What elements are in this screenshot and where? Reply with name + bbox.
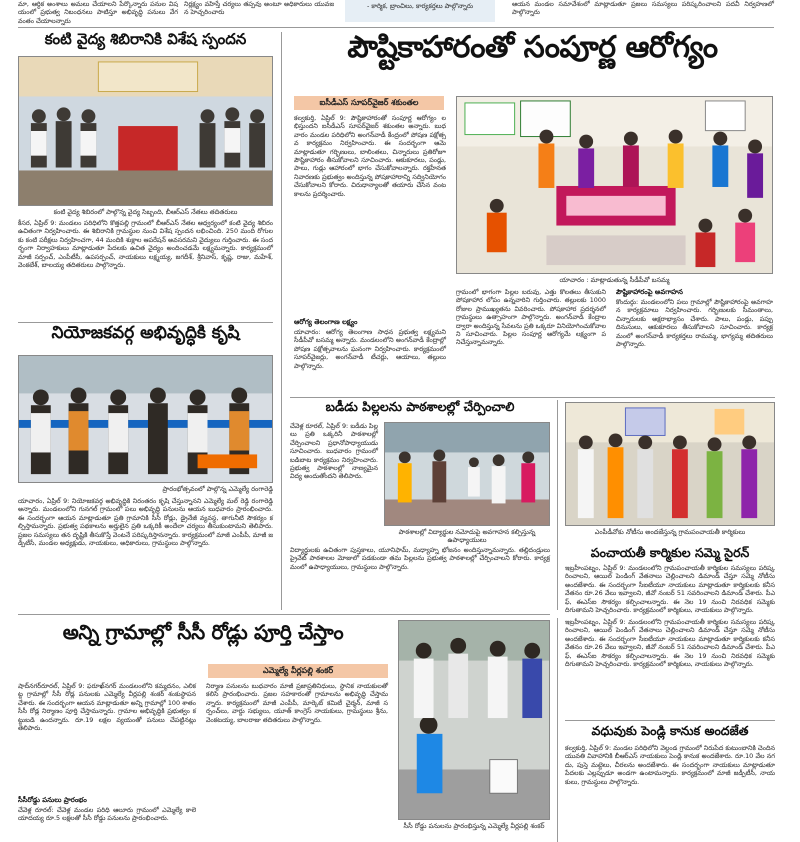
article-constituency: [18, 325, 273, 610]
rule-mid: [290, 397, 775, 398]
eye-camp-body: కీసర, ఏప్రిల్ 9: మండలం పరిధిలోని కొత్తపల్లి గ్రామంలో బీఆర్ఎస్ నేతల ఆధ్వర్యంలో కంటి వైద్య శిబిరం ఉచితంగా నిర్వహించారు. ఈ శిబిరానికి గ్రామస్థుల నుంచి విశేష స్పందన లభించింది. 250 మంది రోగులకు కంటి పరీక్షలు నిర్వహించగా, 44 మందికి శుక్లాల ఆపరేషన్ అవసరమని వైద్యులు గుర్తించారు. ఈ సందర్భంగా నిర్వాహకులు మాట్లాడుతూ పేదలకు ఉచిత వైద్యం అందించడమే లక్ష్యమన్నారు. కార్యక్రమంలో మాజీ సర్పంచ్, ఎంపీటీసీ, ఉపసర్పంచ్, నాయకులు లక్ష్మయ్య, జగదీశ్, శ్రీనివాస్, కృష్ణ, రాజు, మహేశ్, వెంకటేశ్, బాలయ్య తదితరులు పాల్గొన్నారు.: [18, 219, 273, 270]
eye-camp-caption: కంటి వైద్య శిబిరంలో పాల్గొన్న వైద్య సిబ్బంది, బీఆర్ఎస్ నేతలు తదితరులు: [53, 208, 238, 216]
constituency-body: యాచారం, ఏప్రిల్ 9: నియోజకవర్గ అభివృద్ధికి నిరంతరం కృషి చేస్తున్నానని ఎమ్మెల్యే మల్ రెడ్డి రంగారెడ్డి అన్నారు. మండలంలోని గునగల్ గ్రామంలో పలు అభివృద్ధి పనులను ఆయన బుధవారం ప్రారంభించారు. ఈ సందర్భంగా ఆయన మాట్లాడుతూ ప్రతి గ్రామానికి సీసీ రోడ్లు, డ్రైనేజీ వ్యవస్థ, తాగునీటి సౌకర్యం కల్పిస్తామన్నారు. ప్రభుత్వ పథకాలను అర్హులైన ప్రతి ఒక్కరికీ అందేలా చర్యలు తీసుకుంటామని తెలిపారు. ప్రజల సమస్యలు తన దృష్టికి తీసుకొస్తే వెంటనే పరిష్కరిస్తానన్నారు. కార్యక్రమంలో మాజీ ఎంపీపీ, మాజీ జడ్పీటీసీ, మండల అధ్యక్షుడు, నాయకులు, అధికారులు, గ్రామస్థులు పాల్గొన్నారు.: [18, 497, 273, 548]
wedding-body: కల్వకుర్తి, ఏప్రిల్ 9: మండల పరిధిలోని వెల్దండ గ్రామంలో నిరుపేద కుటుంబానికి చెందిన యువతి వివాహానికి బీఆర్ఎస్ నాయకులు పెండ్లి కానుక అందజేశారు. రూ.10 వేల నగదు, పుస్తె మట్టెలు, చీరలను అందజేశారు. ఈ సందర్భంగా నాయకులు మాట్లాడుతూ పేదలకు ఎల్లప్పుడూ అండగా ఉంటామన్నారు. కార్యక్రమంలో మాజీ జడ్పీటీసీ, నాయకులు, గ్రామస్థులు పాల్గొన్నారు.: [565, 744, 775, 786]
article-eye-camp: [18, 32, 273, 320]
cc-roads-caption: సీసీ రోడ్డు పనులను ప్రారంభిస్తున్న ఎమ్మెల్యే వీర్లపల్లి శంకర్: [403, 822, 545, 830]
column-rule-right: [557, 400, 558, 610]
cc-roads-col1b: చేవెళ్ల రూరల్: చేవెళ్ల మండల పరిధి ఆలూరు గ్రామంలో ఎమ్మెల్యే కాలె యాదయ్య రూ.5 లక్షలతో సీసీ రోడ్డు పనులను ప్రారంభించారు.: [18, 806, 196, 823]
school-headline: బడీడు పిల్లలను పాఠశాలల్లో చేర్పించాలి: [325, 399, 515, 414]
school-caption: పాఠశాలల్లో విద్యార్థుల నమోదుపై అవగాహన కల్పిస్తున్న ఉపాధ్యాయులు: [398, 528, 536, 544]
school-body: విద్యార్థులకు ఉచితంగా పుస్తకాలు, యూనిఫామ్, మధ్యాహ్న భోజనం అందిస్తున్నామన్నారు. తల్లిదండ్రులు ప్రైవేట్ పాఠశాలల మోజులో పడకుండా తమ పిల్లలను ప్రభుత్వ పాఠశాలల్లో చేర్పించాలని కోరారు. కార్యక్రమంలో ఉపాధ్యాయులు, గ్రామస్థులు పాల్గొన్నారు.: [290, 546, 550, 571]
top-strip-mid: నిర్లక్ష్యం వహిస్తే చర్యలు తప్పవు అంటూ అధికారులు యువజన హెచ్చరించారు: [184, 0, 334, 17]
column-rule-bottom: [557, 618, 558, 842]
nutrition-sub2: పౌష్టికాహారంపై అవగాహన: [616, 288, 683, 296]
top-rule: [18, 27, 774, 28]
nutrition-tag: ఐసీడీఎస్ సూపర్‌వైజర్ శకుంతల: [294, 96, 444, 110]
article-wedding-gift: [565, 724, 775, 842]
constituency-photo: [18, 355, 273, 483]
nutrition-col1: కల్వకుర్తి, ఏప్రిల్ 9: పౌష్టికాహారంతో సంపూర్ణ ఆరోగ్యం లభిస్తుందని ఐసీడీఎస్ సూపర్‌వైజర్ శకుంతల అన్నారు. బుధవారం మండల పరిధిలోని అంగన్‌వాడీ కేంద్రంలో పోషణ పక్షోత్సవ కార్యక్రమం నిర్వహించారు. ఈ సందర్భంగా ఆమె మాట్లాడుతూ గర్భిణులు, బాలింతలు, చిన్నారులు ప్రతిరోజూ పౌష్టికాహారం తీసుకోవాలని సూచించారు. ఆకుకూరలు, పండ్లు, పాలు, గుడ్లు ఆహారంలో భాగం చేసుకోవాలన్నారు. రక్తహీనత నివారణకు ప్రభుత్వం అందిస్తున్న పోషకాహారాన్ని సద్వినియోగం చేసుకోవాలని కోరారు. చిరుధాన్యాలతో తయారు చేసిన వంటకాలను ప్రదర్శించారు.: [294, 114, 446, 198]
cc-roads-sub: సీసీరోడ్డు పనులు ప్రారంభం: [18, 796, 87, 804]
school-col1: చేవెళ్ల రూరల్, ఏప్రిల్ 9: బడీడు పిల్లలు ప్రతి ఒక్కరినీ పాఠశాలల్లో చేర్పించాలని ప్రధానోపాధ్యాయుడు సూచించారు. బుధవారం గ్రామంలో బడిబాట కార్యక్రమం నిర్వహించారు. ప్రభుత్వ పాఠశాలల్లో నాణ్యమైన విద్య అందుతోందని తెలిపారు.: [290, 422, 378, 481]
nutrition-caption: యాచారం : మాట్లాడుతున్న సీడీపీవో బసమ్మ: [559, 276, 670, 284]
top-strip-right: ఆయన మండల సమావేశంలో మాట్లాడుతూ ప్రజలు సమస్యలు పరిష్కరించాలని పదవీ నిర్వహణలో పాల్గొన్నారు: [512, 0, 774, 17]
rule-wedding: [565, 720, 775, 721]
cc-roads-photo: [398, 620, 550, 820]
nutrition-col1b: యాచారం: ఆరోగ్య తెలంగాణ సాధన ప్రభుత్వ లక్ష్యమని సీడీపీవో బసమ్మ అన్నారు. మండలంలోని అంగన్‌వాడీ కేంద్రాల్లో పోషణ పక్షోత్సవాలను ఘనంగా నిర్వహించారు. కార్యక్రమంలో సూపర్‌వైజర్లు, అంగన్‌వాడీ టీచర్లు, ఆయాలు, తల్లులు పాల్గొన్నారు.: [294, 328, 446, 370]
constituency-caption: ప్రారంభోత్సవంలో పాల్గొన్న ఎమ్మెల్యే రంగారెడ్డి: [162, 485, 273, 493]
panchayat-headline: పంచాయతీ కార్మికుల సమ్మె సైరన్: [590, 545, 750, 560]
eye-camp-photo: [18, 56, 273, 206]
nutrition-sub1: ఆరోగ్య తెలంగాణ లక్ష్యం: [294, 318, 358, 326]
nutrition-col3: కొందుర్గు: మండలంలోని పలు గ్రామాల్లో పౌష్టికాహారంపై అవగాహన కార్యక్రమాలు నిర్వహించారు. గర్భిణులకు సీమంతాలు, చిన్నారులకు అక్షరాభ్యాసం చేశారు. పాలు, పండ్లు, పప్పు దినుసులు, ఆకుకూరలు తీసుకోవాలని సూచించారు. కార్యక్రమంలో అంగన్‌వాడీ కార్యకర్తలు రామమ్మ, భాగ్యమ్మ తదితరులు పాల్గొన్నారు.: [616, 298, 773, 349]
article-school-enrollment: [290, 400, 550, 610]
rule-bottom: [18, 614, 550, 615]
cc-roads-tag: ఎమ్మెల్యే వీర్లపల్లి శంకర్: [208, 664, 388, 678]
nutrition-headline: పౌష్టికాహారంతో సంపూర్ణ ఆరోగ్యం: [347, 30, 718, 65]
column-rule-left: [281, 32, 282, 610]
panchayat-body-continued: ఇబ్రహీంపట్నం, ఏప్రిల్ 9: మండలంలోని గ్రామపంచాయతీ కార్మికుల సమస్యలు పరిష్కరించాలని, ఆయిల్ పెండింగ్ వేతనాలు చెల్లించాలని డిమాండ్ చేస్తూ సమ్మె నోటీసు అందజేశారు. ఈ సందర్భంగా సీఐటీయూ నాయకులు మాట్లాడుతూ కార్మికులకు కనీస వేతనం రూ.26 వేలు ఇవ్వాలని, జీవో నంబర్ 51 సవరించాలని డిమాండ్ చేశారు. పీఎఫ్, ఈఎస్ఐ సౌకర్యం కల్పించాలన్నారు. ఈ నెల 19 నుంచి నిరవధిక సమ్మెకు దిగుతామని హెచ్చరించారు. కార్యక్రమంలో కార్మికులు, నాయకులు పాల్గొన్నారు.: [565, 618, 775, 669]
cc-roads-headline: అన్ని గ్రామాల్లో సీసీ రోడ్లు పూర్తి చేస్తాం: [62, 620, 344, 644]
wedding-headline: వధువుకు పెండ్లి కానుక అందజేత: [591, 723, 749, 738]
cc-roads-col1: షాద్‌నగర్‌రూరల్, ఏప్రిల్ 9: ఫరూఖ్‌నగర్ మండలంలోని కమ్మదనం, ఎలికట్ట గ్రామాల్లో సీసీ రోడ్ల పనులకు ఎమ్మెల్యే వీర్లపల్లి శంకర్ శంకుస్థాపన చేశారు. ఈ సందర్భంగా ఆయన మాట్లాడుతూ అన్ని గ్రామాల్లో 100 శాతం సీసీ రోడ్ల నిర్మాణం పూర్తి చేస్తామన్నారు. గ్రామాల అభివృద్ధికి ప్రభుత్వం కట్టుబడి ఉందన్నారు. రూ.19 లక్షల వ్యయంతో పనులు చేపట్టినట్లు తెలిపారు.: [18, 682, 196, 733]
panchayat-caption: ఎంపీడీవోకు నోటీసు అందజేస్తున్న గ్రామపంచాయతీ కార్మికులు: [594, 528, 746, 536]
article-panchayat-strike: [565, 400, 775, 615]
nutrition-photo: [456, 96, 773, 274]
article-cc-roads: [18, 618, 550, 842]
panchayat-body-top: ఇబ్రహీంపట్నం, ఏప్రిల్ 9: మండలంలోని గ్రామపంచాయతీ కార్మికుల సమస్యలు పరిష్కరించాలని, ఆయిల్ పెండింగ్ వేతనాలు చెల్లించాలని డిమాండ్ చేస్తూ సమ్మె నోటీసు అందజేశారు. ఈ సందర్భంగా సీఐటీయూ నాయకులు మాట్లాడుతూ కార్మికులకు కనీస వేతనం రూ.26 వేలు ఇవ్వాలని, జీవో నంబర్ 51 సవరించాలని డిమాండ్ చేశారు. పీఎఫ్, ఈఎస్ఐ సౌకర్యం కల్పించాలన్నారు. ఈ నెల 19 నుంచి నిరవధిక సమ్మెకు దిగుతామని హెచ్చరించారు. కార్యక్రమంలో కార్మికులు, నాయకులు పాల్గొన్నారు.: [565, 564, 775, 615]
panchayat-photo: [565, 402, 775, 526]
cc-roads-col2: నిర్మాణ పనులను బుధవారం మాజీ ప్రజాప్రతినిధులు, స్థానిక నాయకులతో కలిసి ప్రారంభించారు. ప్రజల సహకారంతో గ్రామాలను అభివృద్ధి చేస్తామన్నారు. కార్యక్రమంలో మాజీ ఎంపీపీ, మార్కెట్ కమిటీ చైర్మన్, మాజీ సర్పంచ్‌లు, వార్డు సభ్యులు, యూత్ కాంగ్రెస్ నాయకులు, గ్రామస్థులు శ్రీను, వెంకటయ్య, బాలరాజు తదితరులు పాల్గొన్నారు.: [206, 682, 388, 724]
top-strip-center: - కార్మిక, బ్రాంచిలు, కార్యకర్తలు పాల్గొన్నారు: [345, 0, 495, 22]
constituency-headline: నియోజకవర్గ అభివృద్ధికి కృషి: [51, 323, 240, 343]
school-photo: [384, 422, 550, 526]
nutrition-col2: గ్రామంలో భాగంగా పిల్లల బరువు, ఎత్తు కొలతలు తీసుకుని పోషకాహార లోపం ఉన్నవారిని గుర్తించారు. తల్లులకు 1000 రోజుల ప్రాముఖ్యతను వివరించారు. పోషకాహార ప్రదర్శనలో గ్రామస్థులు ఉత్సాహంగా పాల్గొన్నారు. అంగన్‌వాడీ కేంద్రాల ద్వారా అందిస్తున్న సేవలను ప్రతి ఒక్కరూ వినియోగించుకోవాలని సూచించారు. పిల్లల సంపూర్ణ ఆరోగ్యమే లక్ష్యంగా పనిచేస్తున్నామన్నారు.: [456, 288, 606, 347]
top-strip-left: మా, ఆర్ధిక అంశాలు అమలు చేయాలని పేర్కొన్నారు పనుల విషయంలో ప్రభుత్వ నిబంధనలు పాటిస్తూ అభివృద్ధి పనులు వేగవంతం చేయాలన్నారు: [18, 0, 178, 25]
eye-camp-headline: కంటి వైద్య శిబిరానికి విశేష స్పందన: [44, 30, 247, 48]
article-nutrition: [290, 32, 775, 394]
